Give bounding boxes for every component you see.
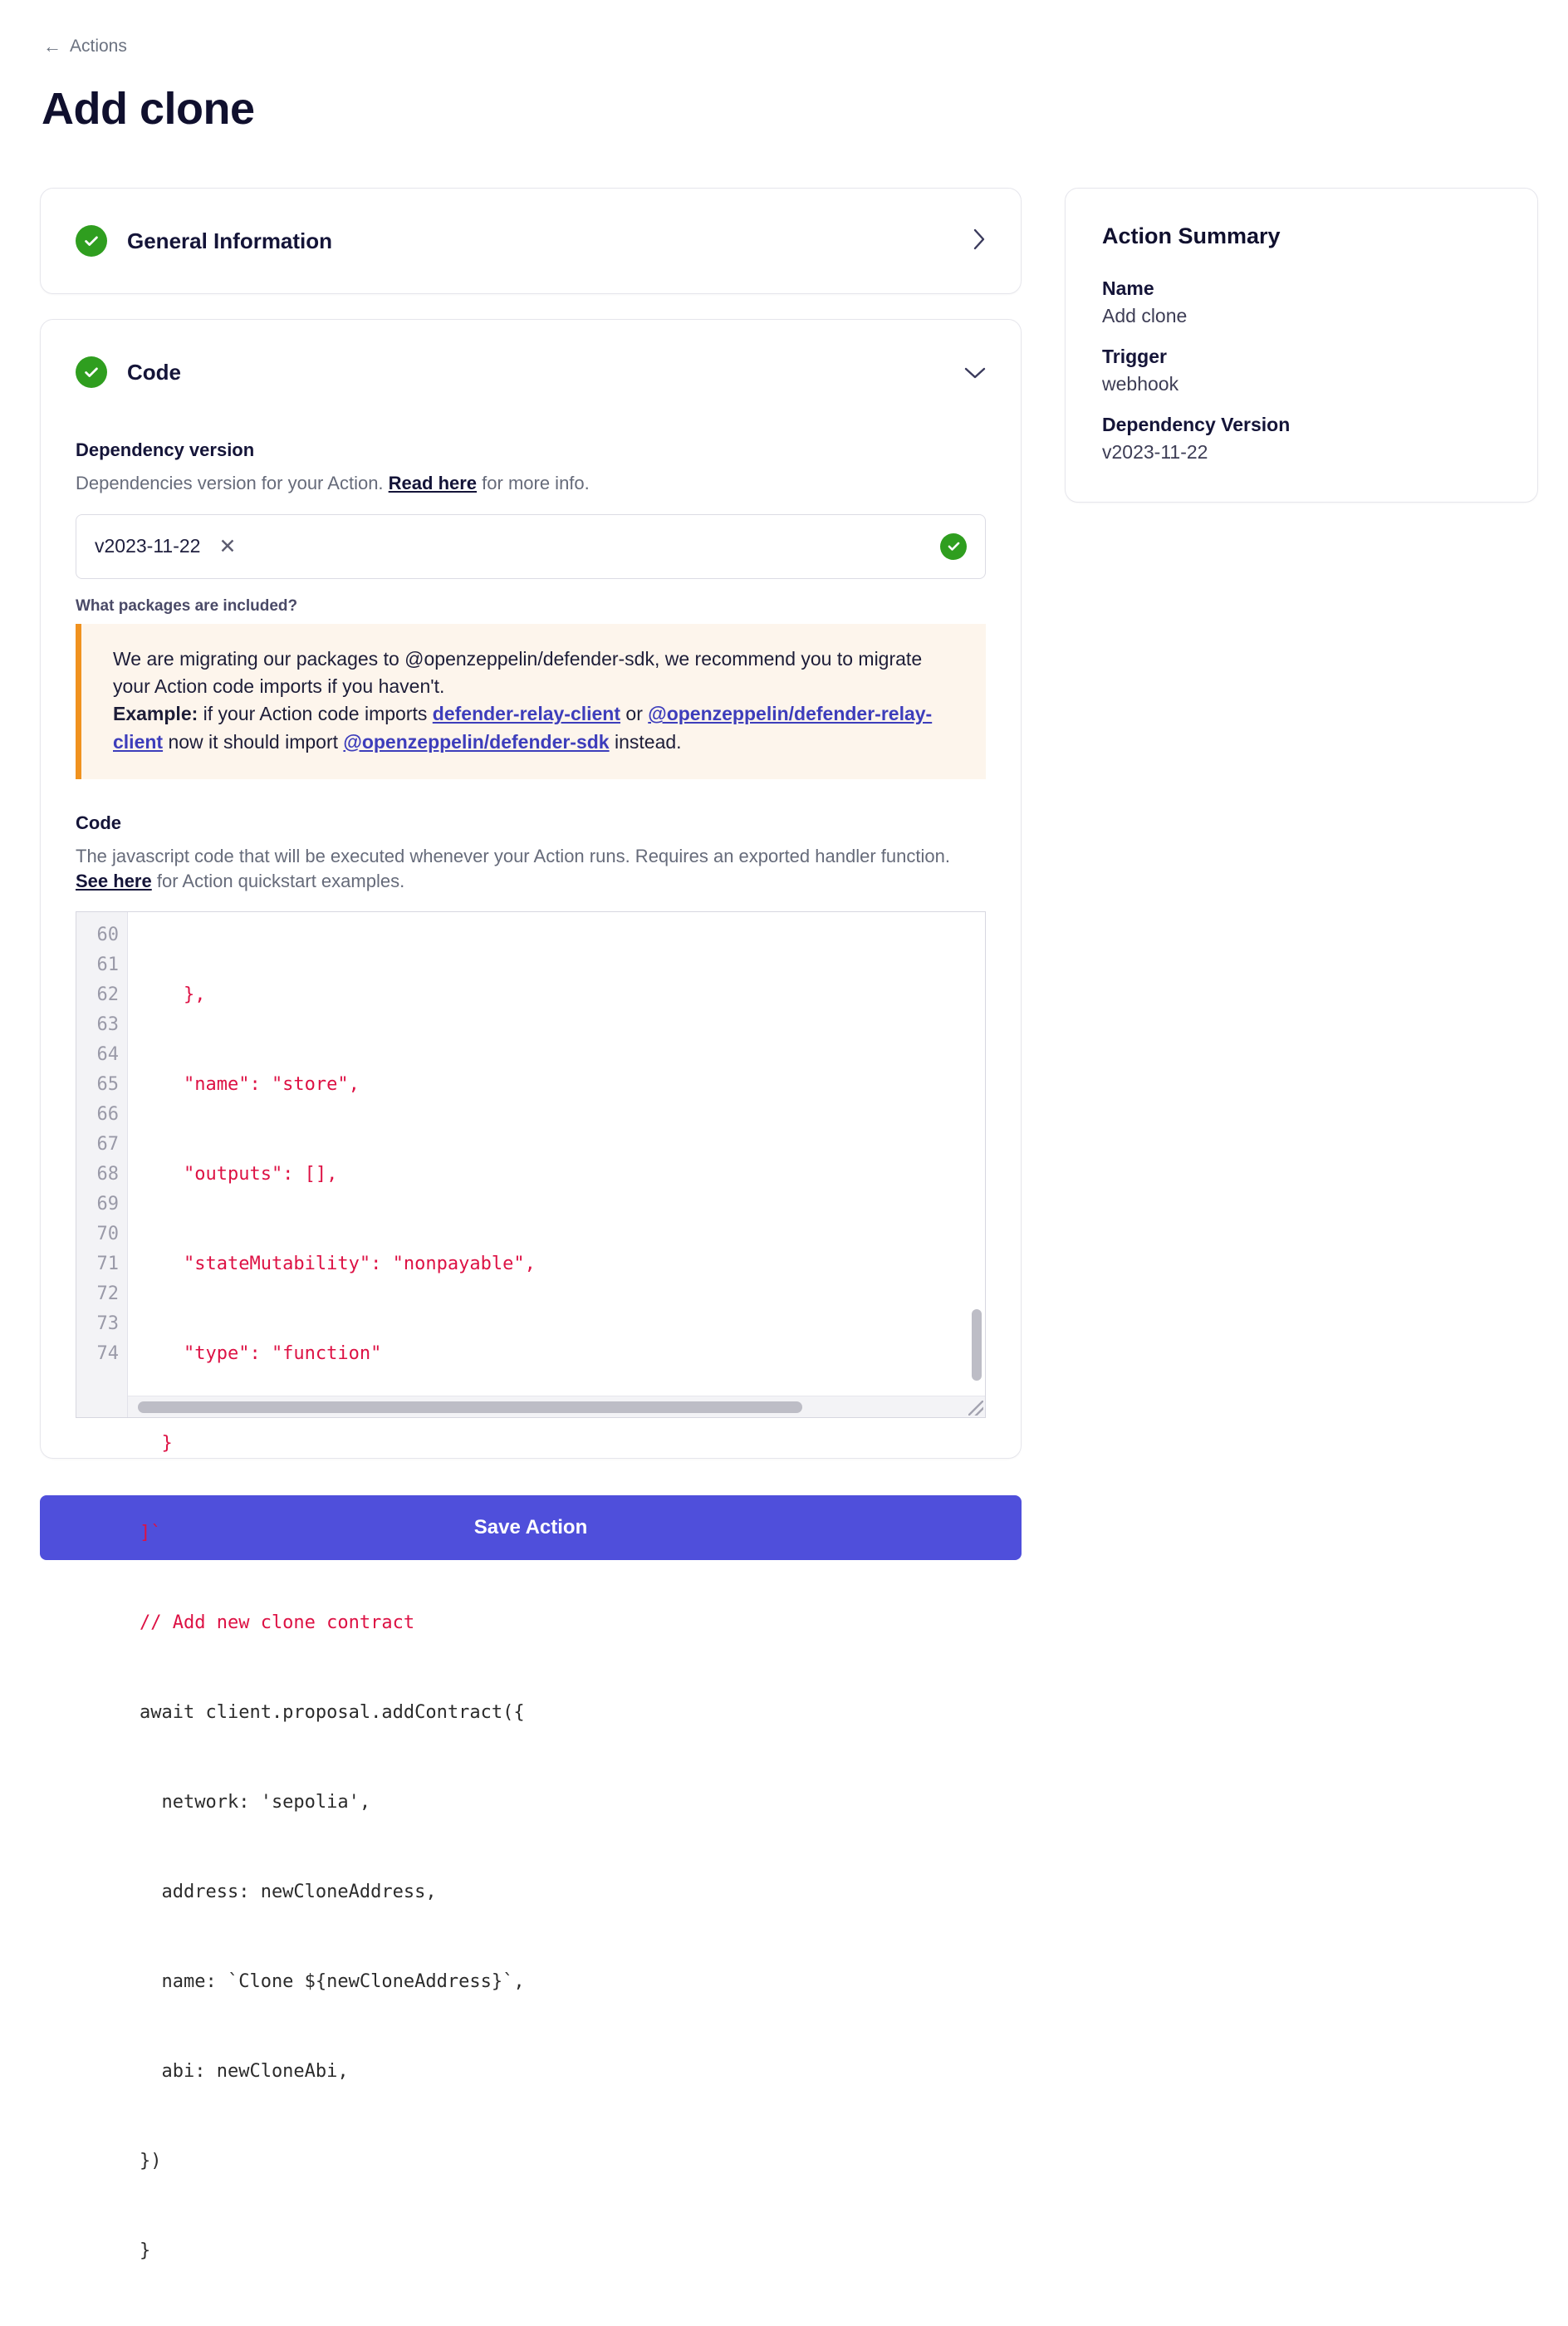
general-information-title: General Information [127, 228, 333, 253]
line-number: 60 [96, 925, 119, 946]
content-columns [40, 188, 1528, 2262]
dependency-version-select[interactable] [76, 514, 986, 579]
line-number: 69 [96, 1194, 119, 1215]
check-circle-icon [76, 356, 107, 388]
general-information-header[interactable] [41, 189, 1021, 293]
close-icon[interactable]: ✕ [218, 534, 237, 558]
callout-example-text-3: now it should import [163, 730, 344, 753]
save-action-button[interactable]: Save Action [40, 1495, 1022, 1560]
editor-resize-handle[interactable] [968, 1401, 983, 1416]
callout-line-1: We are migrating our packages to @openzeppelin/defender-sdk, we recommend you to migrate your Action code imports if you haven't. [113, 647, 923, 698]
main-column [40, 188, 1022, 2262]
code-line: ]` [140, 1523, 162, 1544]
code-line: "name": "store", [140, 1074, 360, 1096]
line-number: 73 [96, 1313, 119, 1335]
code-line: "outputs": [], [140, 1164, 338, 1185]
code-section-title: Code [127, 359, 181, 385]
code-line: }, [140, 984, 206, 1006]
editor-horizontal-scrollbar-track[interactable] [128, 1396, 985, 1417]
dependency-version-help [76, 471, 986, 496]
chevron-right-icon[interactable] [973, 228, 986, 253]
dependency-version-tag [95, 534, 236, 559]
code-line: abi: newCloneAbi, [140, 2061, 349, 2083]
action-summary-title: Action Summary [1102, 223, 1281, 248]
chevron-down-icon[interactable] [964, 361, 986, 383]
code-field-help [76, 844, 986, 893]
line-number: 66 [96, 1104, 119, 1126]
read-here-link[interactable]: Read here [388, 473, 478, 493]
callout-example-label: Example: [113, 703, 198, 725]
code-field-label: Code [76, 812, 121, 834]
summary-column [1065, 188, 1538, 503]
line-number: 74 [96, 1343, 119, 1365]
dependency-version-label: Dependency version [76, 439, 255, 460]
line-number: 61 [96, 954, 119, 976]
code-line: } [140, 1433, 173, 1455]
line-number: 63 [96, 1014, 119, 1036]
code-help-suffix: for Action quickstart examples. [151, 870, 405, 891]
summary-key-trigger: Trigger [1102, 346, 1167, 367]
openzeppelin-defender-relay-client-link[interactable]: @openzeppelin/defender-relay-client [113, 703, 933, 753]
summary-value-name: Add clone [1102, 305, 1188, 326]
check-circle-icon [76, 225, 107, 257]
dependency-help-suffix: for more info. [477, 473, 590, 493]
summary-value-trigger: webhook [1102, 373, 1179, 395]
dependency-version-value: v2023-11-22 [95, 535, 201, 557]
code-help-prefix: The javascript code that will be executed whenever your Action runs. Requires an exported handler function. [76, 846, 950, 867]
editor-horizontal-scrollbar[interactable] [138, 1401, 802, 1413]
defender-relay-client-link[interactable]: defender-relay-client [432, 703, 621, 725]
line-number: 64 [96, 1044, 119, 1066]
line-number: 62 [96, 984, 119, 1006]
summary-value-dependency-version: v2023-11-22 [1102, 441, 1208, 463]
action-summary-card [1065, 188, 1538, 503]
line-number: 72 [96, 1283, 119, 1305]
summary-key-dependency-version: Dependency Version [1102, 414, 1291, 435]
page-title: Add clone [42, 84, 255, 134]
migration-callout [76, 624, 986, 779]
code-line: network: 'sepolia', [140, 1792, 371, 1813]
dependency-help-prefix: Dependencies version for your Action. [76, 473, 389, 493]
code-line: "type": "function" [140, 1343, 382, 1365]
code-line: address: newCloneAddress, [140, 1882, 437, 1903]
code-line: "stateMutability": "nonpayable", [140, 1254, 536, 1275]
code-line: } [140, 2240, 151, 2262]
line-number: 65 [96, 1074, 119, 1096]
code-line: }) [140, 2151, 162, 2172]
packages-question[interactable]: What packages are included? [76, 596, 298, 615]
see-here-link[interactable]: See here [76, 870, 152, 891]
callout-example-text-2: or [620, 703, 649, 725]
code-section-header[interactable] [41, 320, 1021, 424]
check-circle-icon [940, 533, 967, 560]
line-number: 70 [96, 1224, 119, 1245]
code-line: // Add new clone contract [140, 1612, 415, 1634]
line-number: 68 [96, 1164, 119, 1185]
code-gutter [76, 912, 128, 1417]
line-number: 71 [96, 1254, 119, 1275]
breadcrumb[interactable] [43, 37, 1528, 56]
summary-key-name: Name [1102, 277, 1154, 299]
line-number: 67 [96, 1134, 119, 1156]
callout-example-text-1: if your Action code imports [198, 703, 433, 725]
breadcrumb-link-actions[interactable]: Actions [70, 37, 127, 56]
openzeppelin-defender-sdk-link[interactable]: @openzeppelin/defender-sdk [343, 730, 610, 753]
arrow-left-icon: ← [43, 36, 61, 56]
general-information-card [40, 188, 1022, 294]
editor-vertical-scrollbar[interactable] [972, 1309, 982, 1381]
callout-example-text-4: instead. [609, 730, 682, 753]
code-line: await client.proposal.addContract({ [140, 1702, 525, 1724]
code-line: name: `Clone ${newCloneAddress}`, [140, 1971, 525, 1993]
